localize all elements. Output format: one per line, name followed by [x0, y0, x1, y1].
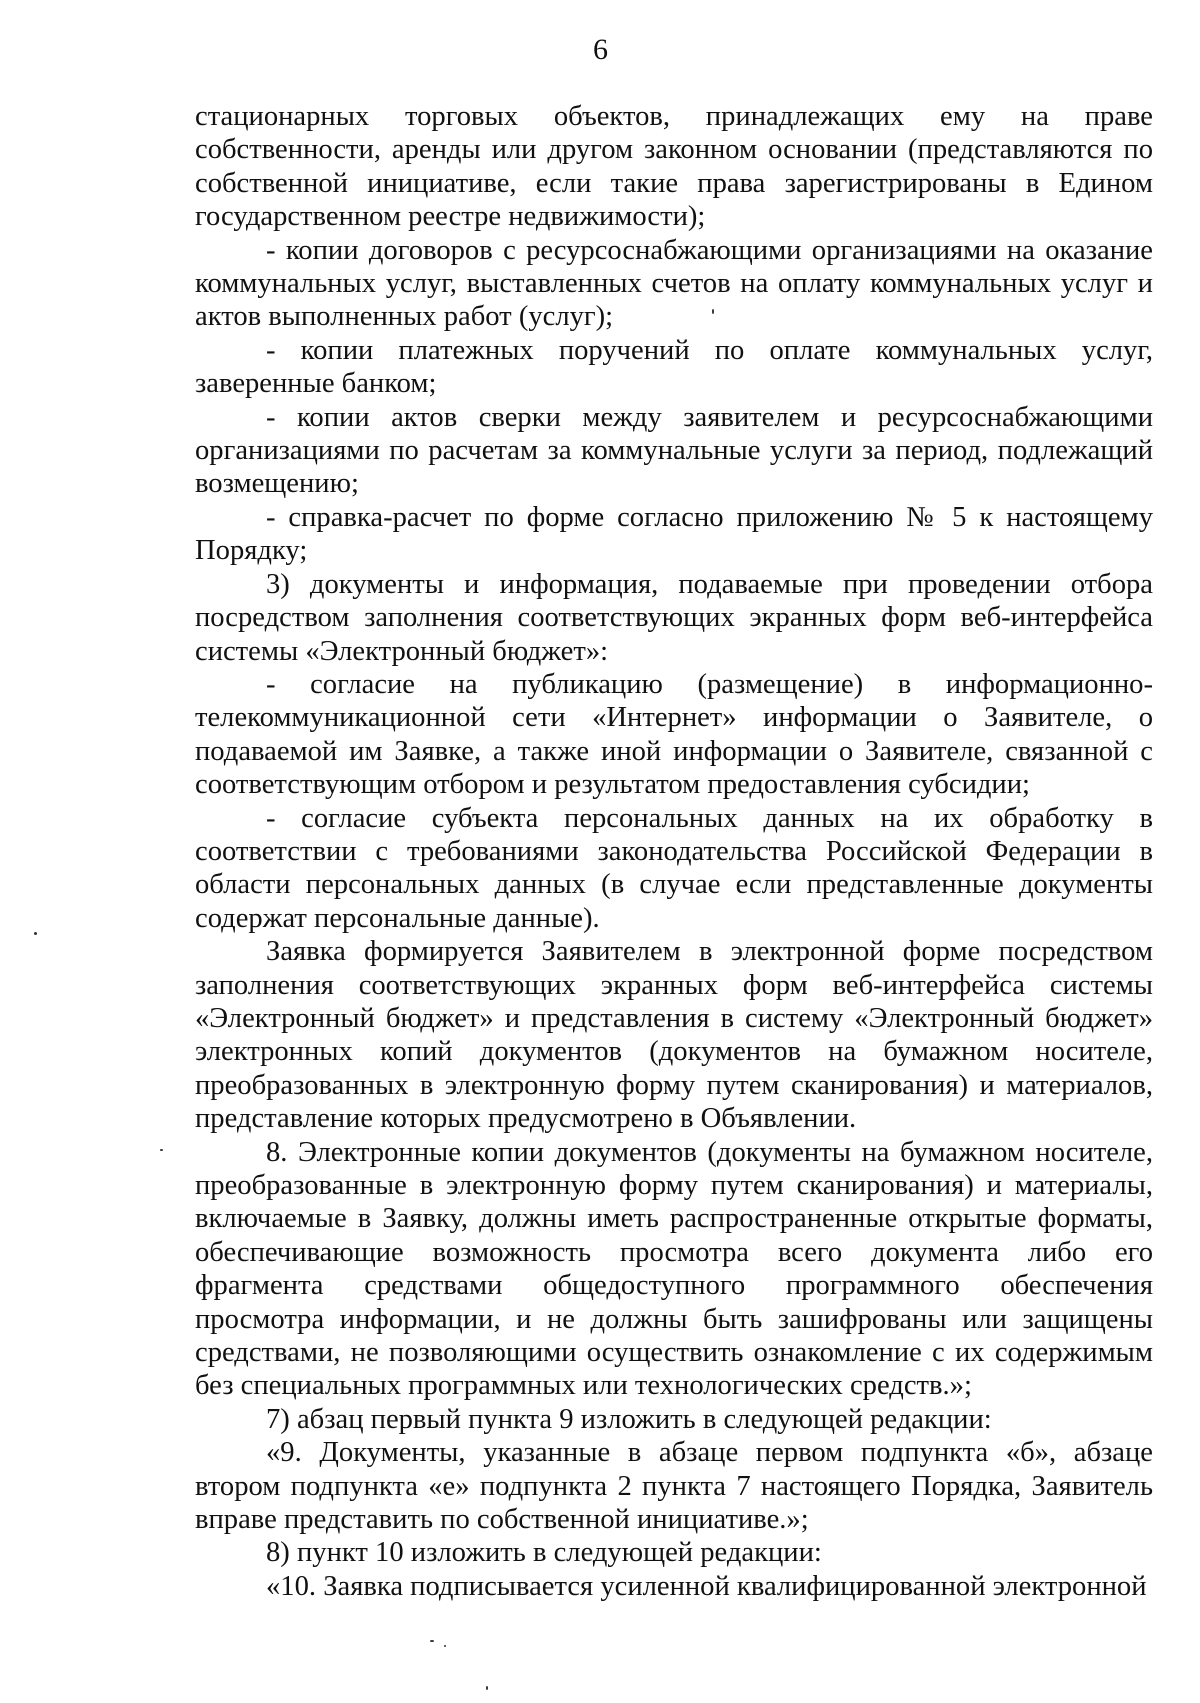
paragraph-continuation: стационарных торговых объектов, принадлежащих ему на праве собственности, аренды или другом законном основании (представляются по собственной инициативе, если такие права зарегистрированы в Едином государственном реестре недвижимости);	[195, 101, 1153, 233]
scan-speck	[712, 309, 714, 314]
paragraph-publication-consent: - согласие на публикацию (размещение) в информационно-телекоммуникационной сети «Интернет» информации о Заявителе, о подаваемой им Заявке, а также иной информации о Заявителе, связанной с соответствующим отбором и результатом предоставления субсидии;	[195, 668, 1153, 801]
scan-speck	[444, 1645, 446, 1647]
paragraph-contracts-copies: - копии договоров с ресурсоснабжающими организациями на оказание коммунальных услуг, выставленных счетов на оплату коммунальных услуг и актов выполненных работ (услуг);	[195, 234, 1153, 333]
paragraph-item-9: «9. Документы, указанные в абзаце первом подпункта «б», абзаце втором подпункта «е» подпункта 2 пункта 7 настоящего Порядка, Заявитель вправе представить по собственной инициативе.»;	[195, 1437, 1153, 1536]
scan-speck	[160, 1149, 163, 1151]
scan-speck	[34, 932, 37, 935]
paragraph-calculation-certificate: - справка-расчет по форме согласно приложению № 5 к настоящему Порядку;	[195, 501, 1153, 567]
scan-speck	[430, 1640, 434, 1642]
paragraph-reconciliation-acts: - копии актов сверки между заявителем и ресурсоснабжающими организациями по расчетам за коммунальные услуги за период, подлежащий возмещению;	[195, 401, 1153, 500]
paragraph-item-3: 3) документы и информация, подаваемые при проведении отбора посредством заполнения соответствующих экранных форм веб-интерфейса системы «Электронный бюджет»:	[195, 568, 1153, 667]
paragraph-payment-orders: - копии платежных поручений по оплате коммунальных услуг, заверенные банком;	[195, 334, 1153, 400]
paragraph-amendment-7: 7) абзац первый пункта 9 изложить в следующей редакции:	[266, 1403, 992, 1435]
page-number: 6	[593, 33, 608, 66]
document-body	[195, 100, 1153, 1603]
scan-speck	[486, 1686, 488, 1690]
paragraph-application-formation: Заявка формируется Заявителем в электронной форме посредством заполнения соответствующих экранных форм веб-интерфейса системы «Электронный бюджет» и представления в систему «Электронный бюджет» электронных копий документов (документов на бумажном носителе, преобразованных в электронную форму путем сканирования) и материалов, представление которых предусмотрено в Объявлении.	[195, 936, 1153, 1135]
paragraph-item-10: «10. Заявка подписывается усиленной квалифицированной электронной	[266, 1570, 1147, 1602]
paragraph-amendment-8: 8) пункт 10 изложить в следующей редакции:	[266, 1537, 822, 1569]
paragraph-item-8-electronic-copies: 8. Электронные копии документов (документы на бумажном носителе, преобразованные в электронную форму путем сканирования) и материалы, включаемые в Заявку, должны иметь распространенные открытые форматы, обеспечивающие возможность просмотра всего документа либо его фрагмента средствами общедоступного программного обеспечения просмотра информации, и не должны быть зашифрованы или защищены средствами, не позволяющими осуществить ознакомление с их содержимым без специальных программных или технологических средств.»;	[195, 1136, 1153, 1402]
paragraph-personal-data-consent: - согласие субъекта персональных данных на их обработку в соответствии с требованиями законодательства Российской Федерации в области персональных данных (в случае если представленные документы содержат персональные данные).	[195, 802, 1153, 934]
